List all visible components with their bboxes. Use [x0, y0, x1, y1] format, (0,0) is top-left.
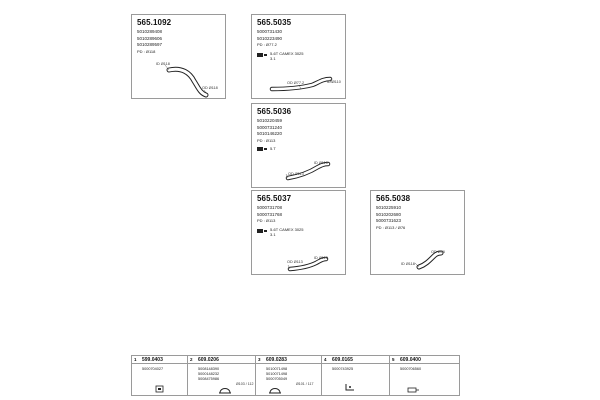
oem-code: 5010289408	[137, 29, 163, 34]
callout-label: ID Ø118	[156, 62, 170, 66]
part-number: 565.5035	[257, 18, 292, 27]
oem-code: 5008475986	[198, 377, 220, 381]
oem-code: 5000148232	[198, 372, 220, 376]
clamp-size: Ø103 / 112	[236, 382, 254, 386]
callout-label: ID Ø110	[327, 80, 341, 84]
oem-code-list	[198, 367, 219, 382]
part-card-565-5037	[251, 190, 346, 275]
part-number: 609.0165	[332, 357, 353, 363]
oem-code: 5008148390	[198, 367, 220, 371]
item-number: 3	[258, 357, 261, 362]
oem-code: 5010225910	[376, 205, 402, 210]
callout-label: ID Ø118	[401, 262, 415, 266]
part-number: 565.5038	[376, 194, 411, 203]
item-number: 1	[134, 357, 137, 362]
gasket-icon	[154, 384, 166, 394]
clamp-size: Ø101 / 117	[296, 382, 314, 386]
part-number: 609.0283	[266, 357, 287, 363]
callout-label: OD Ø113	[287, 260, 303, 264]
part-card-565-1092	[131, 14, 226, 99]
oem-code: 5000731708	[257, 205, 283, 210]
pipe-diameter-note: PD : Ø113	[257, 218, 276, 223]
accessory-strip	[131, 355, 460, 396]
item-number: 4	[324, 357, 327, 362]
oem-code: 5010202680	[376, 211, 402, 217]
oem-code: 5010146220	[257, 131, 283, 136]
part-card-565-5035	[251, 14, 346, 99]
oem-code: 5010223490	[257, 35, 283, 41]
vehicle-note-sub: 3.1	[270, 56, 276, 61]
pipe-diameter-note: PD : Ø113	[257, 138, 276, 143]
vehicle-note: 5-6T CAMEX 3025	[270, 51, 304, 56]
oem-code: 5010289606	[137, 35, 163, 41]
oem-code: 5000704027	[142, 367, 164, 371]
part-card-565-5038	[370, 190, 465, 275]
callout-label: ID Ø110	[314, 161, 328, 165]
oem-code: 5000731623	[376, 218, 402, 223]
pipe-diameter-note: PD : Ø118	[137, 49, 156, 54]
callout-label: ID Ø110	[314, 256, 328, 260]
oem-code: 5010071498	[266, 372, 288, 376]
pipe-diameter-note: PD : Ø113 / Ø76	[376, 225, 406, 230]
part-number: 565.5037	[257, 194, 292, 203]
part-number: 565.5036	[257, 107, 292, 116]
vehicle-note-sub: 3.1	[270, 232, 276, 237]
accessory-cell	[390, 356, 460, 395]
vehicle-note: 5.T	[270, 146, 276, 151]
oem-code: 5000743925	[332, 367, 354, 371]
accessory-cell	[132, 356, 188, 395]
item-number: 2	[190, 357, 193, 362]
part-number: 609.0400	[400, 357, 421, 363]
item-number: 5	[392, 357, 395, 362]
callout-label: OD Ø76	[431, 250, 445, 254]
clamp-icon	[268, 385, 282, 395]
part-card-565-5036	[251, 103, 346, 188]
accessory-cell	[256, 356, 322, 395]
oem-code: 5000731240	[257, 124, 283, 130]
accessory-cell	[322, 356, 390, 395]
oem-code: 5000731768	[257, 211, 283, 217]
oem-code: 5010289597	[137, 42, 163, 47]
oem-code: 5010220459	[257, 118, 283, 123]
part-number: 599.0403	[142, 357, 163, 363]
hanger-icon	[406, 384, 420, 394]
oem-code: 5010071498	[266, 367, 288, 371]
callout-label: OD Ø77.2	[287, 81, 305, 85]
vehicle-note: 5-6T CAMEX 3025	[270, 227, 304, 232]
oem-code-list	[266, 367, 287, 382]
oem-code-list	[142, 367, 163, 372]
callout-label: OD Ø118	[202, 86, 218, 90]
part-number: 565.1092	[137, 18, 172, 27]
pipe-drawing	[252, 15, 347, 100]
callout-label: OD Ø113	[288, 172, 304, 176]
oem-code: 5000731430	[257, 29, 283, 34]
clamp-icon	[218, 385, 232, 395]
oem-code: 5000706560	[400, 367, 422, 371]
part-number: 609.0206	[198, 357, 219, 363]
oem-code-list	[400, 367, 421, 372]
oem-code: 5000705049	[266, 377, 288, 381]
pipe-drawing	[371, 191, 466, 276]
oem-code-list	[332, 367, 353, 372]
pipe-diameter-note: PD : Ø77.2	[257, 42, 277, 47]
accessory-cell	[188, 356, 256, 395]
pipe-drawing	[252, 104, 347, 189]
bracket-icon	[344, 382, 356, 392]
